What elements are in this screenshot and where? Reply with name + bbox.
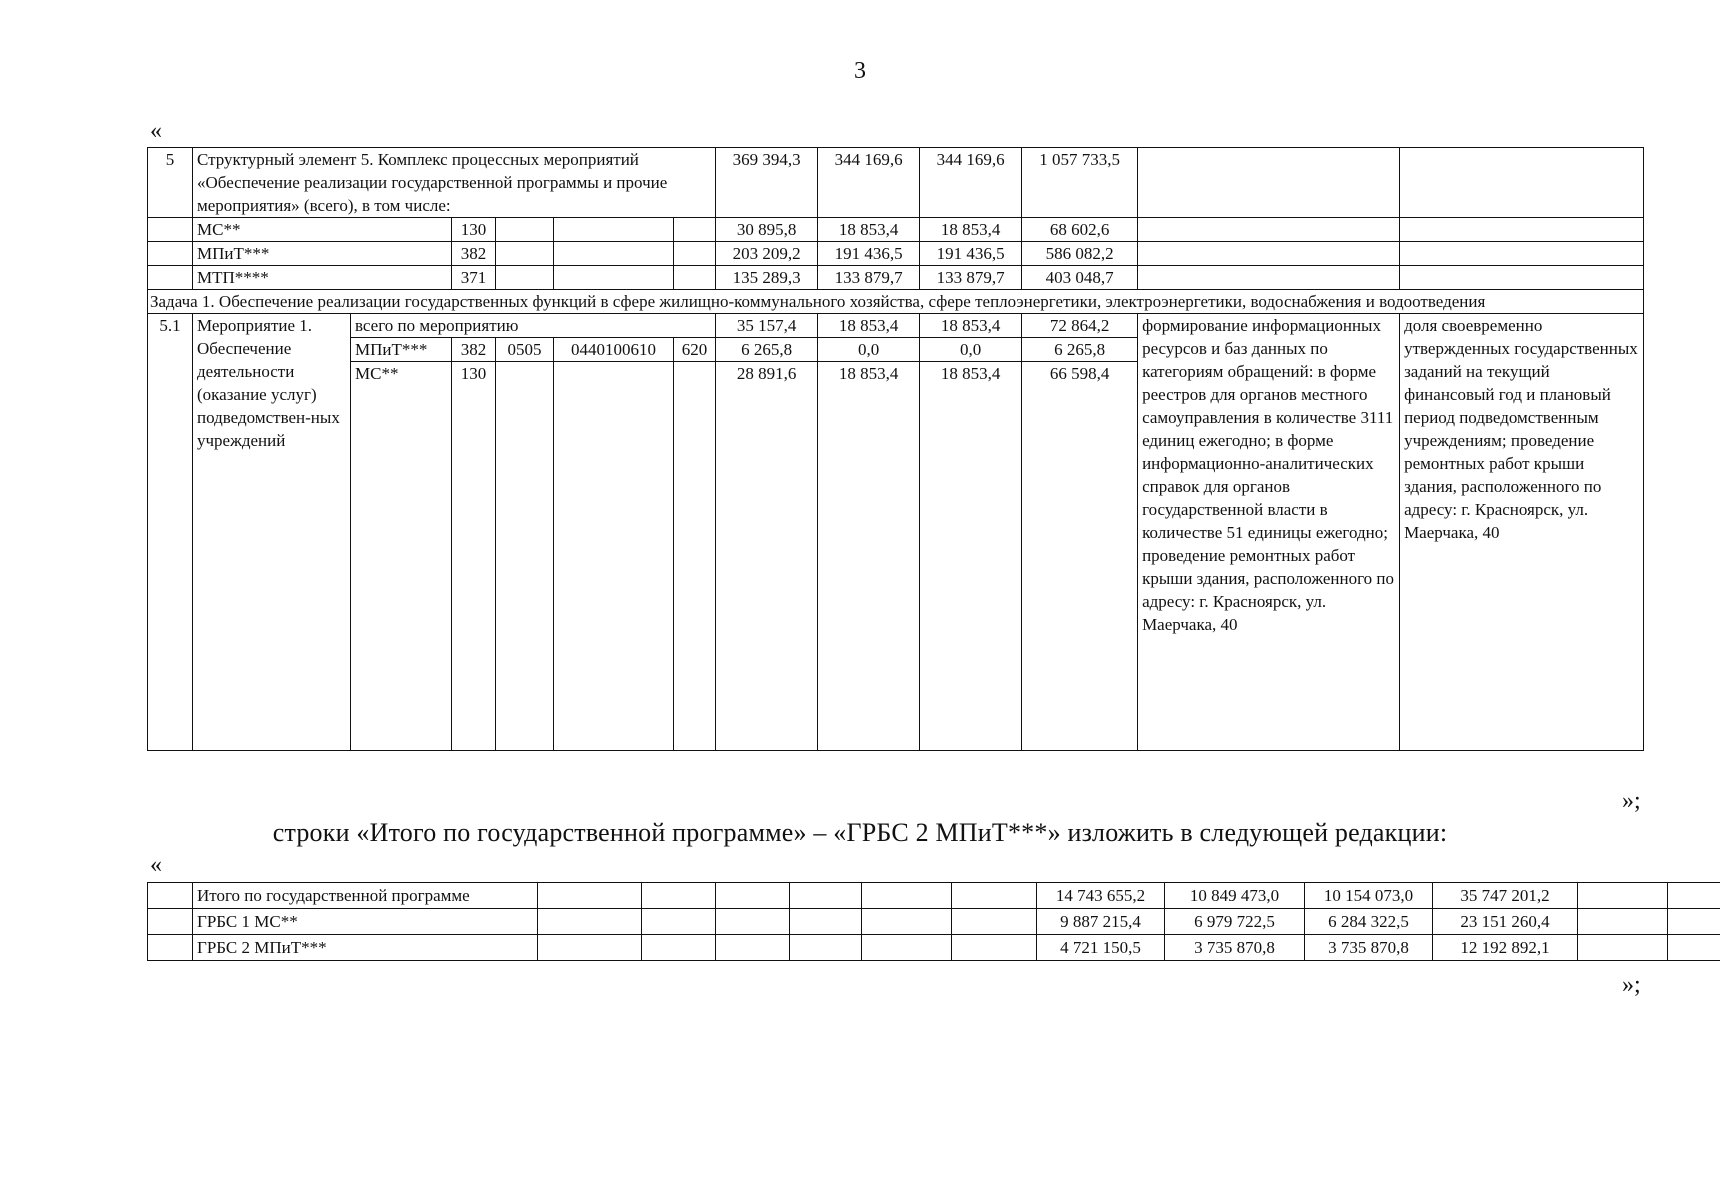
measure-total-label: всего по мероприятию	[351, 314, 716, 338]
measure-row-value: 6 265,8	[716, 338, 818, 362]
totals-value: 6 284 322,5	[1305, 909, 1433, 935]
measure-total-row	[148, 314, 1644, 338]
task1-row	[148, 290, 1644, 314]
measure-row-value: 18 853,4	[818, 362, 920, 751]
totals-row-grbs2	[148, 935, 1720, 961]
section5-indicator	[1400, 148, 1644, 218]
measure-row-rzpr: 0505	[496, 338, 554, 362]
row-value: 135 289,3	[716, 266, 818, 290]
measure-indicator: доля своевременно утвержденных государственных заданий на текущий финансовый год и плановый период подведомственным учреждениям; проведение ремонтных работ крыши здания, расположенного по адресу: г. Красноярск, ул. Маерчака, 40	[1400, 314, 1644, 751]
row-value: 191 436,5	[818, 242, 920, 266]
totals-label: ГРБС 2 МПиТ***	[193, 935, 538, 961]
instruction-text: строки «Итого по государственной программе» – «ГРБС 2 МПиТ***» изложить в следующей редакции:	[272, 818, 1448, 847]
measure-row-value: 0,0	[818, 338, 920, 362]
measure-total-value: 18 853,4	[920, 314, 1022, 338]
measure-row-value: 66 598,4	[1022, 362, 1138, 751]
totals-value: 3 735 870,8	[1165, 935, 1305, 961]
totals-value: 23 151 260,4	[1433, 909, 1578, 935]
totals-value: 6 979 722,5	[1165, 909, 1305, 935]
measure-row-value: 18 853,4	[920, 362, 1022, 751]
measure-row-label: МПиТ***	[351, 338, 452, 362]
row-value: 133 879,7	[818, 266, 920, 290]
totals-row-grbs1	[148, 909, 1720, 935]
totals-row-program	[148, 883, 1720, 909]
row-value: 191 436,5	[920, 242, 1022, 266]
section5-row-mtp	[148, 266, 1644, 290]
totals-value: 12 192 892,1	[1433, 935, 1578, 961]
totals-table	[147, 882, 1720, 961]
measure-num: 5.1	[148, 314, 193, 751]
measure-row-grbs: 130	[452, 362, 496, 751]
measure-name: Мероприятие 1. Обеспечение деятельности (оказание услуг) подведомствен-ных учреждений	[193, 314, 351, 751]
section5-total-2024: 369 394,3	[716, 148, 818, 218]
totals-value: 35 747 201,2	[1433, 883, 1578, 909]
measure-row-value: 28 891,6	[716, 362, 818, 751]
totals-label: ГРБС 1 МС**	[193, 909, 538, 935]
totals-label: Итого по государственной программе	[193, 883, 538, 909]
section5-title: Структурный элемент 5. Комплекс процессных мероприятий «Обеспечение реализации государственной программы и прочие мероприятия» (всего), в том числе:	[193, 148, 716, 218]
row-code: 382	[452, 242, 496, 266]
row-code: 371	[452, 266, 496, 290]
section5-row-ms	[148, 218, 1644, 242]
close-quote-2: »;	[1622, 972, 1641, 998]
row-value: 30 895,8	[716, 218, 818, 242]
row-value: 18 853,4	[920, 218, 1022, 242]
totals-value: 10 154 073,0	[1305, 883, 1433, 909]
totals-value: 14 743 655,2	[1037, 883, 1165, 909]
measure-row-grbs: 382	[452, 338, 496, 362]
measure-row-vr: 620	[674, 338, 716, 362]
row-value: 586 082,2	[1022, 242, 1138, 266]
totals-value: 10 849 473,0	[1165, 883, 1305, 909]
row-value: 18 853,4	[818, 218, 920, 242]
section5-row	[148, 148, 1644, 218]
totals-value: 9 887 215,4	[1037, 909, 1165, 935]
row-value: 68 602,6	[1022, 218, 1138, 242]
section5-total-2025: 344 169,6	[818, 148, 920, 218]
row-label: МС**	[193, 218, 452, 242]
measure-row-value: 0,0	[920, 338, 1022, 362]
row-value: 403 048,7	[1022, 266, 1138, 290]
close-quote-1: »;	[1622, 788, 1641, 814]
section5-result	[1138, 148, 1400, 218]
section5-num: 5	[148, 148, 193, 218]
page-number: 3	[854, 58, 866, 84]
open-quote-1: «	[150, 118, 162, 144]
open-quote-2: «	[150, 852, 162, 878]
row-value: 203 209,2	[716, 242, 818, 266]
measure-total-value: 72 864,2	[1022, 314, 1138, 338]
row-code: 130	[452, 218, 496, 242]
measure-result: формирование информационных ресурсов и баз данных по категориям обращений: в форме реестров для органов местного самоуправления в количестве 3111 единиц ежегодно; в форме информационно-аналитических справок для органов государственной власти в количестве 51 единицы ежегодно; проведение ремонтных работ крыши здания, расположенного по адресу: г. Красноярск, ул. Маерчака, 40	[1138, 314, 1400, 751]
measure-total-value: 18 853,4	[818, 314, 920, 338]
row-value: 133 879,7	[920, 266, 1022, 290]
task1-text: Задача 1. Обеспечение реализации государственных функций в сфере жилищно-коммунального хозяйства, сфере теплоэнергетики, электроэнергетики, водоснабжения и водоотведения	[148, 290, 1644, 314]
section5-row-mpit	[148, 242, 1644, 266]
row-label: МПиТ***	[193, 242, 452, 266]
section5-total-2026: 344 169,6	[920, 148, 1022, 218]
measure-total-value: 35 157,4	[716, 314, 818, 338]
measure-row-value: 6 265,8	[1022, 338, 1138, 362]
program-table	[147, 147, 1644, 751]
totals-value: 4 721 150,5	[1037, 935, 1165, 961]
measure-row-csr: 0440100610	[554, 338, 674, 362]
section5-total-sum: 1 057 733,5	[1022, 148, 1138, 218]
measure-row-label: МС**	[351, 362, 452, 751]
totals-value: 3 735 870,8	[1305, 935, 1433, 961]
row-label: МТП****	[193, 266, 452, 290]
